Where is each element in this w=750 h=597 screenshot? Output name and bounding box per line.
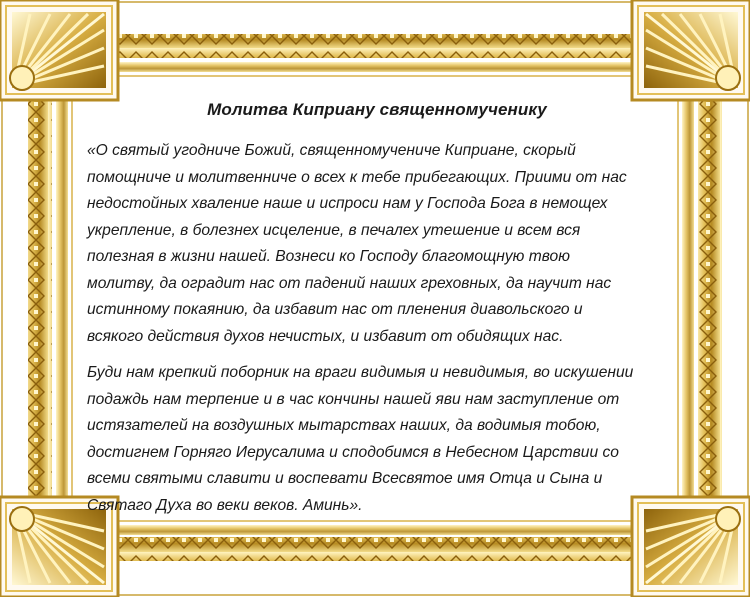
text-line: «О святый угодниче Божий, священномучениче Киприане, скорый bbox=[87, 142, 576, 159]
text-line: Буди нам крепкий поборник на враги видимыя и невидимыя, во искушении bbox=[87, 364, 634, 381]
prayer-text-block bbox=[87, 100, 667, 529]
right-chain-band bbox=[698, 98, 722, 498]
text-line: помощниче и молитвенниче о всех к тебе прибегающих. Приими от нас bbox=[87, 168, 627, 186]
left-chain-band bbox=[28, 98, 52, 498]
text-line: всякого действия духов нечистых, и избавит от обидящих нас. bbox=[87, 327, 564, 345]
text-line: Святаго Духа во веки веков. Аминь». bbox=[87, 496, 363, 514]
prayer-paragraph-1 bbox=[87, 138, 667, 350]
top-inner-band bbox=[116, 62, 634, 72]
text-line: истязателей на воздушных мытарствах наших, да водимыя тобою, bbox=[87, 417, 601, 434]
text-line: полезная в жизни нашей. Вознеси ко Господу благомощную твою bbox=[87, 248, 570, 265]
prayer-title: Молитва Киприану священномученику bbox=[207, 100, 547, 119]
text-line: недостойных хваление наше и испроси нам у Господа Бога в немощех bbox=[87, 195, 608, 212]
text-line: истинному покаянию, да избавит нас от пленения диавольского и bbox=[87, 301, 583, 318]
text-line: всеми святыми славити и воспевати Всесвятое имя Отца и Сына и bbox=[87, 470, 603, 487]
top-chain-band bbox=[116, 34, 634, 58]
text-line: подаждь нам терпение и в час кончины нашей яви нам заступление от bbox=[87, 390, 620, 408]
right-inner-band bbox=[682, 98, 694, 498]
corner-top-left-ornament bbox=[0, 0, 118, 100]
prayer-paragraph-2 bbox=[87, 360, 667, 519]
text-line: укрепление, в болезнех исцеление, в печалех утешение и всем вся bbox=[87, 221, 581, 239]
text-line: достигнем Горняго Иерусалима и сподобимся в Небесном Царствии со bbox=[87, 443, 619, 461]
left-inner-band bbox=[56, 98, 68, 498]
corner-top-right-ornament bbox=[632, 0, 750, 100]
text-line: молитву, да оградит нас от падений наших греховных, да научит нас bbox=[87, 274, 612, 292]
bottom-chain-band bbox=[116, 537, 634, 561]
